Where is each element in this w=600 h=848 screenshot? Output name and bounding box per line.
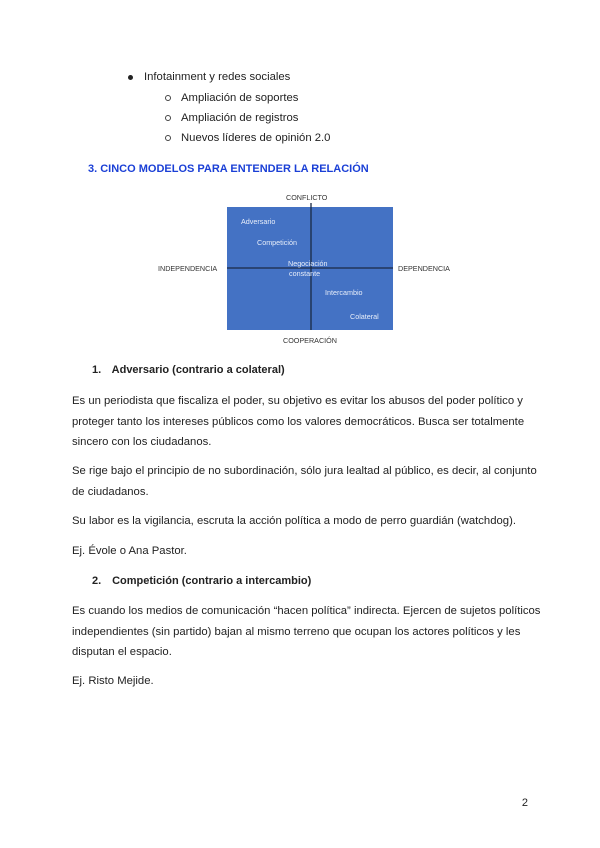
bullet-circle-icon bbox=[165, 135, 171, 141]
section2-number: 2. bbox=[92, 575, 102, 587]
section1-paragraph: Es un periodista que fiscaliza el poder, su objetivo es evitar los abusos del poder político y proteger tanto los intereses públicos como los valores democráticos. Busca ser totalmente sincero con los ciudadanos. bbox=[72, 395, 525, 448]
section2-example: Ej. Risto Mejide. bbox=[72, 675, 154, 687]
bullet-level2-text: Ampliación de registros bbox=[181, 112, 299, 124]
bullet-dot-icon bbox=[128, 75, 133, 80]
section1-paragraph: Se rige bajo el principio de no subordinación, sólo jura lealtad al público, es decir, al conjunto de ciudadanos. bbox=[72, 465, 537, 498]
page-number: 2 bbox=[521, 797, 528, 809]
axis-label-bottom: COOPERACIÓN bbox=[283, 336, 337, 345]
section1-paragraph: Su labor es la vigilancia, escruta la acción política a modo de perro guardián (watchdog). bbox=[72, 515, 516, 527]
bullet-level2-item bbox=[165, 92, 298, 104]
bullet-level2-text: Ampliación de soportes bbox=[181, 92, 299, 104]
bullet-circle-icon bbox=[165, 115, 171, 121]
section1-title: Adversario (contrario a colateral) bbox=[111, 364, 285, 376]
bullet-level2-text: Nuevos líderes de opinión 2.0 bbox=[181, 132, 331, 144]
bullet-level2-item bbox=[165, 112, 298, 124]
section2-heading bbox=[92, 575, 311, 587]
section-heading: 3. CINCO MODELOS PARA ENTENDER LA RELACIÓN bbox=[88, 163, 369, 175]
axis-label-right: DEPENDENCIA bbox=[398, 264, 450, 273]
model-colateral: Colateral bbox=[350, 312, 379, 321]
model-negociacion: Negociación bbox=[288, 259, 328, 268]
section1-example: Ej. Évole o Ana Pastor. bbox=[72, 545, 187, 557]
model-competicion: Competición bbox=[257, 238, 297, 247]
bullet-level2-item bbox=[165, 132, 330, 144]
bullet-circle-icon bbox=[165, 95, 171, 101]
bullet-level1 bbox=[128, 71, 290, 83]
model-negociacion-2: constante bbox=[289, 269, 321, 278]
section1-number: 1. bbox=[92, 364, 102, 376]
bullet-level1-text: Infotainment y redes sociales bbox=[144, 71, 291, 83]
model-adversario: Adversario bbox=[241, 217, 276, 226]
section2-title: Competición (contrario a intercambio) bbox=[112, 575, 312, 587]
section1-heading bbox=[92, 364, 285, 376]
model-intercambio: Intercambio bbox=[325, 288, 363, 297]
section2-paragraph: Es cuando los medios de comunicación “hacen política” indirecta. Ejercen de sujetos políticos independientes (sin partido) bajan al mismo terreno que ocupan los actores políticos y les disputan el espacio. bbox=[72, 605, 541, 658]
axis-label-left: INDEPENDENCIA bbox=[158, 264, 218, 273]
axis-label-top: CONFLICTO bbox=[286, 193, 328, 202]
